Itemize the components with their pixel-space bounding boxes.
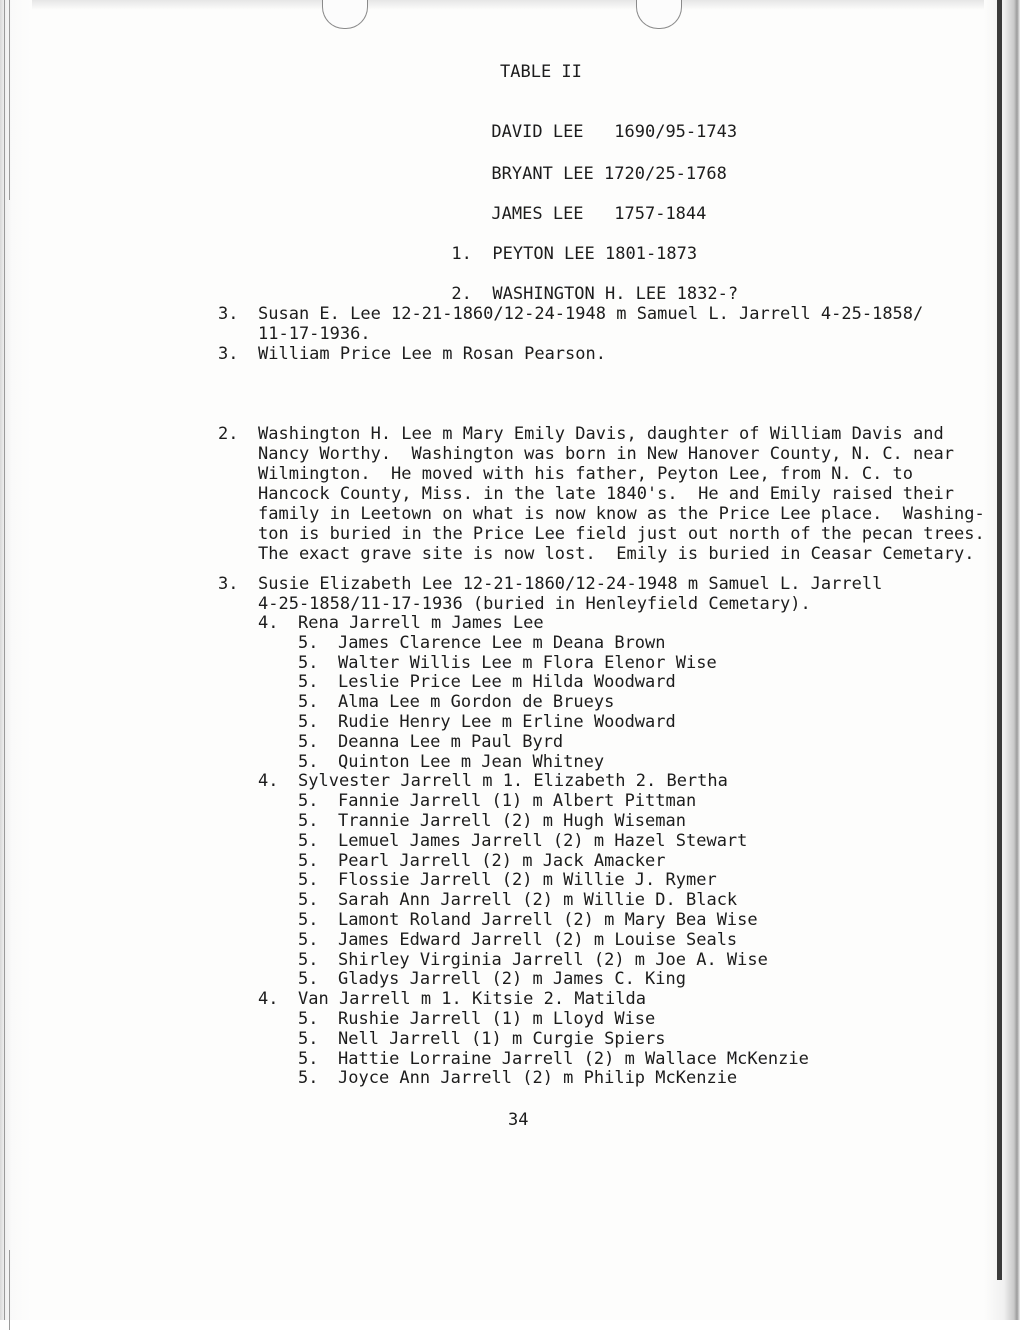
- descendant-number: 5.: [298, 1028, 319, 1049]
- lineage-dates: 1801-1873: [605, 244, 698, 264]
- descendant-number: 5.: [298, 929, 319, 950]
- descendant-number: 4.: [258, 989, 279, 1010]
- lineage-name: DAVID LEE: [491, 122, 584, 142]
- descendant-text: Rudie Henry Lee m Erline Woodward: [338, 712, 676, 732]
- descendant-text: Deanna Lee m Paul Byrd: [338, 731, 564, 752]
- punch-hole-right: [636, 0, 682, 29]
- descendant-number: 5.: [298, 692, 319, 713]
- descendant-number: 5.: [298, 1068, 319, 1089]
- scan-right-edge: [984, 0, 1020, 1320]
- paragraph-number: 2.: [218, 424, 239, 444]
- entry-number: 3.: [218, 574, 239, 594]
- lineage-dates: 1757-1844: [614, 204, 707, 224]
- lineage-name: PEYTON LEE: [492, 244, 595, 264]
- descendant-number: 5.: [298, 890, 319, 911]
- lineage-number: 1.: [451, 244, 472, 264]
- descendant-text: Rena Jarrell m James Lee: [298, 613, 544, 633]
- lineage-dates: 1690/95-1743: [614, 122, 738, 142]
- descendant-text: Alma Lee m Gordon de Brueys: [338, 692, 615, 713]
- descendant-text: Gladys Jarrell (2) m James C. King: [338, 969, 686, 990]
- paragraph-line: family in Leetown on what is now know as the Price Lee place. Washing-: [258, 504, 985, 524]
- descendant-text: Joyce Ann Jarrell (2) m Philip McKenzie: [338, 1068, 738, 1089]
- entry-line: Susie Elizabeth Lee 12-21-1860/12-24-1948 m Samuel L. Jarrell: [258, 574, 883, 594]
- descendant-text: Walter Willis Lee m Flora Elenor Wise: [338, 652, 717, 673]
- lineage-dates: 1720/25-1768: [604, 164, 727, 184]
- descendant-number: 5.: [298, 850, 319, 871]
- descendant-text: Leslie Price Lee m Hilda Woodward: [338, 672, 676, 693]
- paragraph-line: Washington H. Lee m Mary Emily Davis, daughter of William Davis and: [258, 424, 944, 444]
- lineage-name: WASHINGTON H. LEE: [492, 284, 667, 304]
- lineage-number: 2.: [451, 284, 472, 304]
- lineage-name: JAMES LEE: [491, 204, 584, 224]
- descendant-text: Rushie Jarrell (1) m Lloyd Wise: [338, 1009, 656, 1029]
- descendant-text: Flossie Jarrell (2) m Willie J. Rymer: [338, 870, 717, 891]
- descendant-text: James Clarence Lee m Deana Brown: [338, 632, 666, 653]
- paragraph-line: The exact grave site is now lost. Emily is buried in Ceasar Cemetary.: [258, 544, 975, 564]
- descendant-text: Shirley Virginia Jarrell (2) m Joe A. Wise: [338, 949, 768, 970]
- child-line: William Price Lee m Rosan Pearson.: [258, 344, 606, 364]
- descendant-number: 5.: [298, 731, 319, 752]
- lineage-dates: 1832-?: [676, 284, 739, 304]
- descendant-number: 5.: [298, 830, 319, 851]
- descendant-number: 5.: [298, 1048, 319, 1069]
- descendant-text: Hattie Lorraine Jarrell (2) m Wallace McKenzie: [338, 1048, 809, 1069]
- descendant-text: Fannie Jarrell (1) m Albert Pittman: [338, 791, 697, 812]
- descendant-number: 5.: [298, 1009, 319, 1029]
- descendant-text: Sylvester Jarrell m 1. Elizabeth 2. Bertha: [298, 771, 728, 792]
- child-line: 11-17-1936.: [258, 324, 371, 344]
- descendant-number: 5.: [298, 791, 319, 812]
- descendant-text: James Edward Jarrell (2) m Louise Seals: [338, 929, 738, 950]
- descendant-number: 5.: [298, 870, 319, 891]
- descendant-text: Pearl Jarrell (2) m Jack Amacker: [338, 850, 666, 871]
- scan-top-shadow: [0, 0, 1020, 10]
- descendant-text: Van Jarrell m 1. Kitsie 2. Matilda: [298, 989, 646, 1010]
- descendant-number: 5.: [298, 949, 319, 970]
- descendant-text: Sarah Ann Jarrell (2) m Willie D. Black: [338, 890, 738, 911]
- paragraph-line: Wilmington. He moved with his father, Peyton Lee, from N. C. to: [258, 464, 914, 484]
- descendant-number: 5.: [298, 652, 319, 673]
- descendant-number: 4.: [258, 771, 279, 792]
- descendant-number: 5.: [298, 811, 319, 831]
- punch-hole-left: [322, 0, 368, 29]
- descendant-number: 5.: [298, 969, 319, 990]
- page-number: 34: [508, 1110, 529, 1130]
- paragraph-line: Hancock County, Miss. in the late 1840's. He and Emily raised their: [258, 484, 954, 504]
- descendant-text: Nell Jarrell (1) m Curgie Spiers: [338, 1028, 666, 1049]
- descendant-text: Trannie Jarrell (2) m Hugh Wiseman: [338, 811, 686, 831]
- descendant-number: 4.: [258, 613, 279, 633]
- paragraph-line: ton is buried in the Price Lee field just out north of the pecan trees.: [258, 524, 985, 544]
- table-title: TABLE II: [500, 62, 582, 82]
- child-number: 3.: [218, 304, 239, 324]
- descendant-number: 5.: [298, 751, 319, 772]
- descendant-number: 5.: [298, 910, 319, 930]
- descendant-text: Quinton Lee m Jean Whitney: [338, 751, 605, 772]
- paragraph-line: Nancy Worthy. Washington was born in New Hanover County, N. C. near: [258, 444, 954, 464]
- entry-line: 4-25-1858/11-17-1936 (buried in Henleyfield Cemetary).: [258, 594, 811, 614]
- descendant-text: Lemuel James Jarrell (2) m Hazel Stewart: [338, 830, 748, 851]
- descendant-text: Lamont Roland Jarrell (2) m Mary Bea Wise: [338, 910, 758, 930]
- descendant-number: 5.: [298, 672, 319, 693]
- scan-left-edge: [0, 0, 32, 1320]
- lineage-name: BRYANT LEE: [491, 164, 594, 184]
- descendant-number: 5.: [298, 712, 319, 732]
- child-number: 3.: [218, 344, 239, 364]
- child-line: Susan E. Lee 12-21-1860/12-24-1948 m Samuel L. Jarrell 4-25-1858/: [258, 304, 924, 324]
- descendant-number: 5.: [298, 632, 319, 653]
